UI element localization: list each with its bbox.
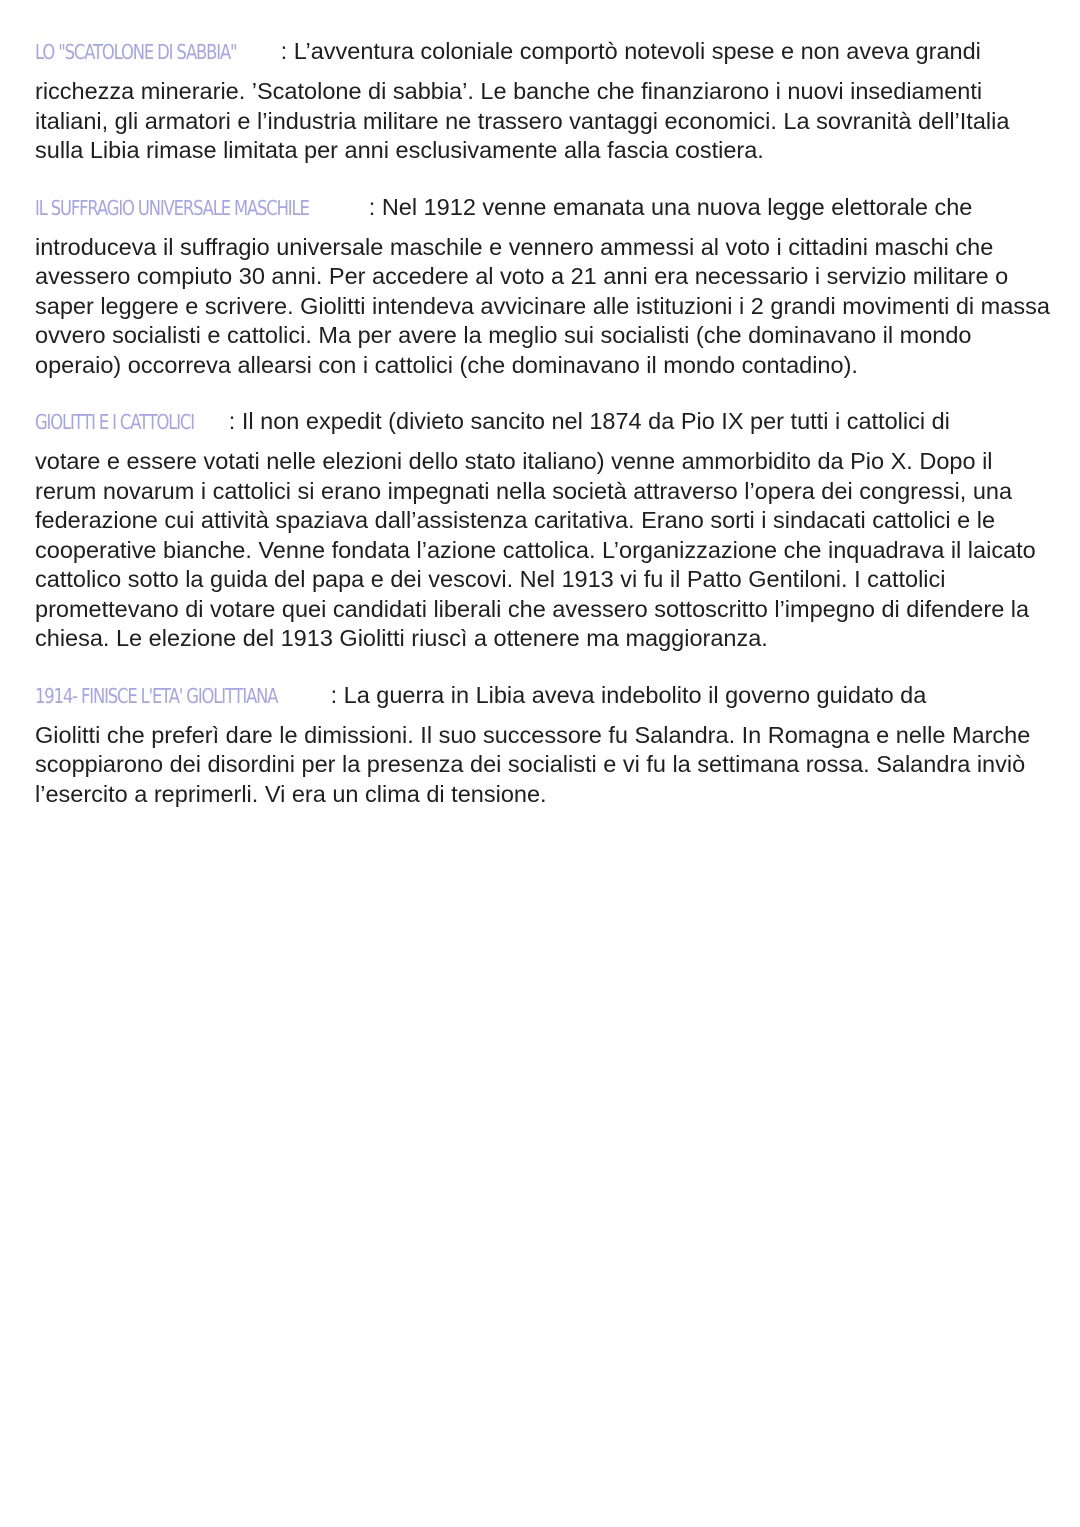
- section-heading-line: [35, 36, 1050, 67]
- section-body: Giolitti che preferì dare le dimissioni. Il suo successore fu Salandra. In Romagna e nelle Marche scoppiarono dei disordini per la presenza dei socialisti e vi fu la settimana rossa. Salandra inviò l’esercito a reprimerli. Vi era un clima di tensione.: [35, 721, 1031, 807]
- section-giolitti-cattolici: [35, 406, 1050, 654]
- section-suffragio-universale: [35, 192, 1050, 381]
- section-body: votare e essere votati nelle elezioni dello stato italiano) venne ammorbidito da Pio X. Dopo il rerum novarum i cattolici si erano impegnati nella società attraverso l’opera dei congressi, una federazione cui attività spaziava dall’assistenza caritativa. Erano sorti i sindacati cattolici e le cooperative bianche. Venne fondata l’azione cattolica. L’organizzazione che inquadrava il laicato cattolico sotto la guida del papa e dei vescovi. Nel 1913 vi fu il Patto Gentiloni. I cattolici promettevano di votare quei candidati liberali che avessero sottoscritto l’impegno di difendere la chiesa. Le elezione del 1913 Giolitti riuscì a ottenere ma maggioranza.: [35, 448, 1036, 651]
- section-fine-eta-giolittiana: [35, 680, 1050, 810]
- section-lead-text: : Il non expedit (divieto sancito nel 1874 da Pio IX per tutti i cattolici di: [228, 408, 950, 434]
- section-lead-text: : L’avventura coloniale comportò notevoli spese e non aveva grandi: [280, 38, 981, 64]
- section-body: ricchezza minerarie. ’Scatolone di sabbia’. Le banche che finanziarono i nuovi insediamenti italiani, gli armatori e l’industria militare ne trassero vantaggi economici. La sovranità dell’Italia sulla Libia rimase limitata per anni esclusivamente alla fascia costiera.: [35, 78, 1010, 163]
- section-scatolone-di-sabbia: [35, 36, 1050, 166]
- section-lead-text: : Nel 1912 venne emanata una nuova legge elettorale che: [368, 193, 973, 220]
- document-page: [35, 36, 1050, 835]
- section-heading-line: [35, 406, 1050, 437]
- section-heading-line: [35, 680, 1050, 711]
- section-heading-line: [35, 192, 1050, 223]
- section-heading: GIOLITTI E I CATTOLICI: [35, 410, 194, 434]
- section-heading: 1914- FINISCE L'ETA' GIOLITTIANA: [35, 683, 278, 708]
- section-heading: LO "SCATOLONE DI SABBIA": [35, 40, 237, 64]
- section-heading: IL SUFFRAGIO UNIVERSALE MASCHILE: [35, 195, 309, 220]
- blank-page-area: [0, 900, 1080, 1527]
- section-lead-text: : La guerra in Libia aveva indebolito il governo guidato da: [330, 681, 927, 708]
- section-body: introduceva il suffragio universale maschile e vennero ammessi al voto i cittadini maschi che avessero compiuto 30 anni. Per accedere al voto a 21 anni era necessario i servizio militare o saper leggere e scrivere. Giolitti intendeva avvicinare alle istituzioni i 2 grandi movimenti di massa ovvero socialisti e cattolici. Ma per avere la meglio sui socialisti (che dominavano il mondo operaio) occorreva allearsi con i cattolici (che dominavano il mondo contadino).: [35, 233, 1050, 378]
